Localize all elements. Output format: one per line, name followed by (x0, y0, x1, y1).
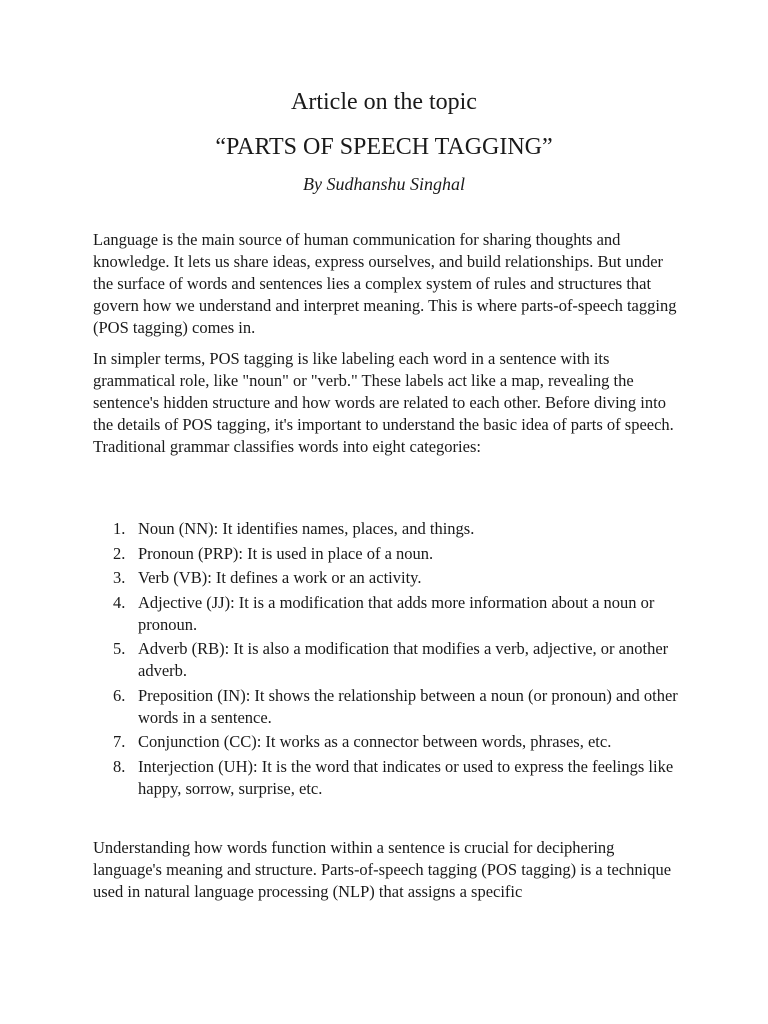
paragraph-1: Language is the main source of human communication for sharing thoughts and knowledge. It lets us share ideas, express ourselves, and build relationships. But under the surface of words and sentences lies a complex system of rules and structures that govern how we understand and interpret meaning. This is where parts-of-speech tagging (POS tagging) comes in. (93, 230, 677, 337)
list-item (93, 638, 683, 682)
list-number: 7. (113, 732, 126, 751)
list-item (93, 543, 683, 565)
list-number: 6. (113, 685, 126, 705)
list-number: 3. (113, 568, 126, 587)
list-item (93, 518, 683, 540)
article-subtitle: “PARTS OF SPEECH TAGGING” (215, 134, 553, 160)
paragraph-3: Understanding how words function within a sentence is crucial for deciphering language's meaning and structure. Parts-of-speech tagging (POS tagging) is a technique used in natural language processing (NLP) that assigns a specific (93, 838, 672, 901)
list-number: 2. (113, 543, 126, 563)
closing-section (93, 837, 683, 912)
list-text: Adjective (JJ): It is a modification that adds more information about a noun or pronoun. (138, 592, 655, 634)
list-item (93, 731, 683, 753)
list-item (93, 567, 683, 589)
article-title: Article on the topic (291, 89, 477, 115)
list-number: 1. (113, 519, 126, 538)
parts-of-speech-list (93, 518, 683, 802)
list-number: 5. (113, 639, 126, 658)
list-text: Verb (VB): It defines a work or an activity. (138, 568, 422, 587)
list-number: 8. (113, 756, 126, 776)
author-byline: By Sudhanshu Singhal (303, 174, 465, 194)
list-text: Noun (NN): It identifies names, places, and things. (138, 519, 475, 538)
paragraph-2: In simpler terms, POS tagging is like labeling each word in a sentence with its grammatical role, like "noun" or "verb." These labels act like a map, revealing the sentence's hidden structure and how words are related to each other. Before diving into the details of POS tagging, it's important to understand the basic idea of parts of speech. Traditional grammar classifies words into eight categories: (93, 349, 674, 456)
list-text: Adverb (RB): It is also a modification that modifies a verb, adjective, or another adverb. (138, 639, 669, 680)
intro-section (93, 229, 683, 467)
list-number: 4. (113, 592, 126, 612)
list-item (93, 592, 683, 636)
list-item (93, 685, 683, 729)
list-text: Conjunction (CC): It works as a connector between words, phrases, etc. (138, 732, 612, 751)
list-text: Preposition (IN): It shows the relationship between a noun (or pronoun) and other words in a sentence. (138, 685, 678, 727)
list-text: Interjection (UH): It is the word that indicates or used to express the feelings like happy, sorrow, surprise, etc. (138, 756, 674, 798)
list-text: Pronoun (PRP): It is used in place of a noun. (138, 543, 434, 563)
list-item (93, 756, 683, 800)
